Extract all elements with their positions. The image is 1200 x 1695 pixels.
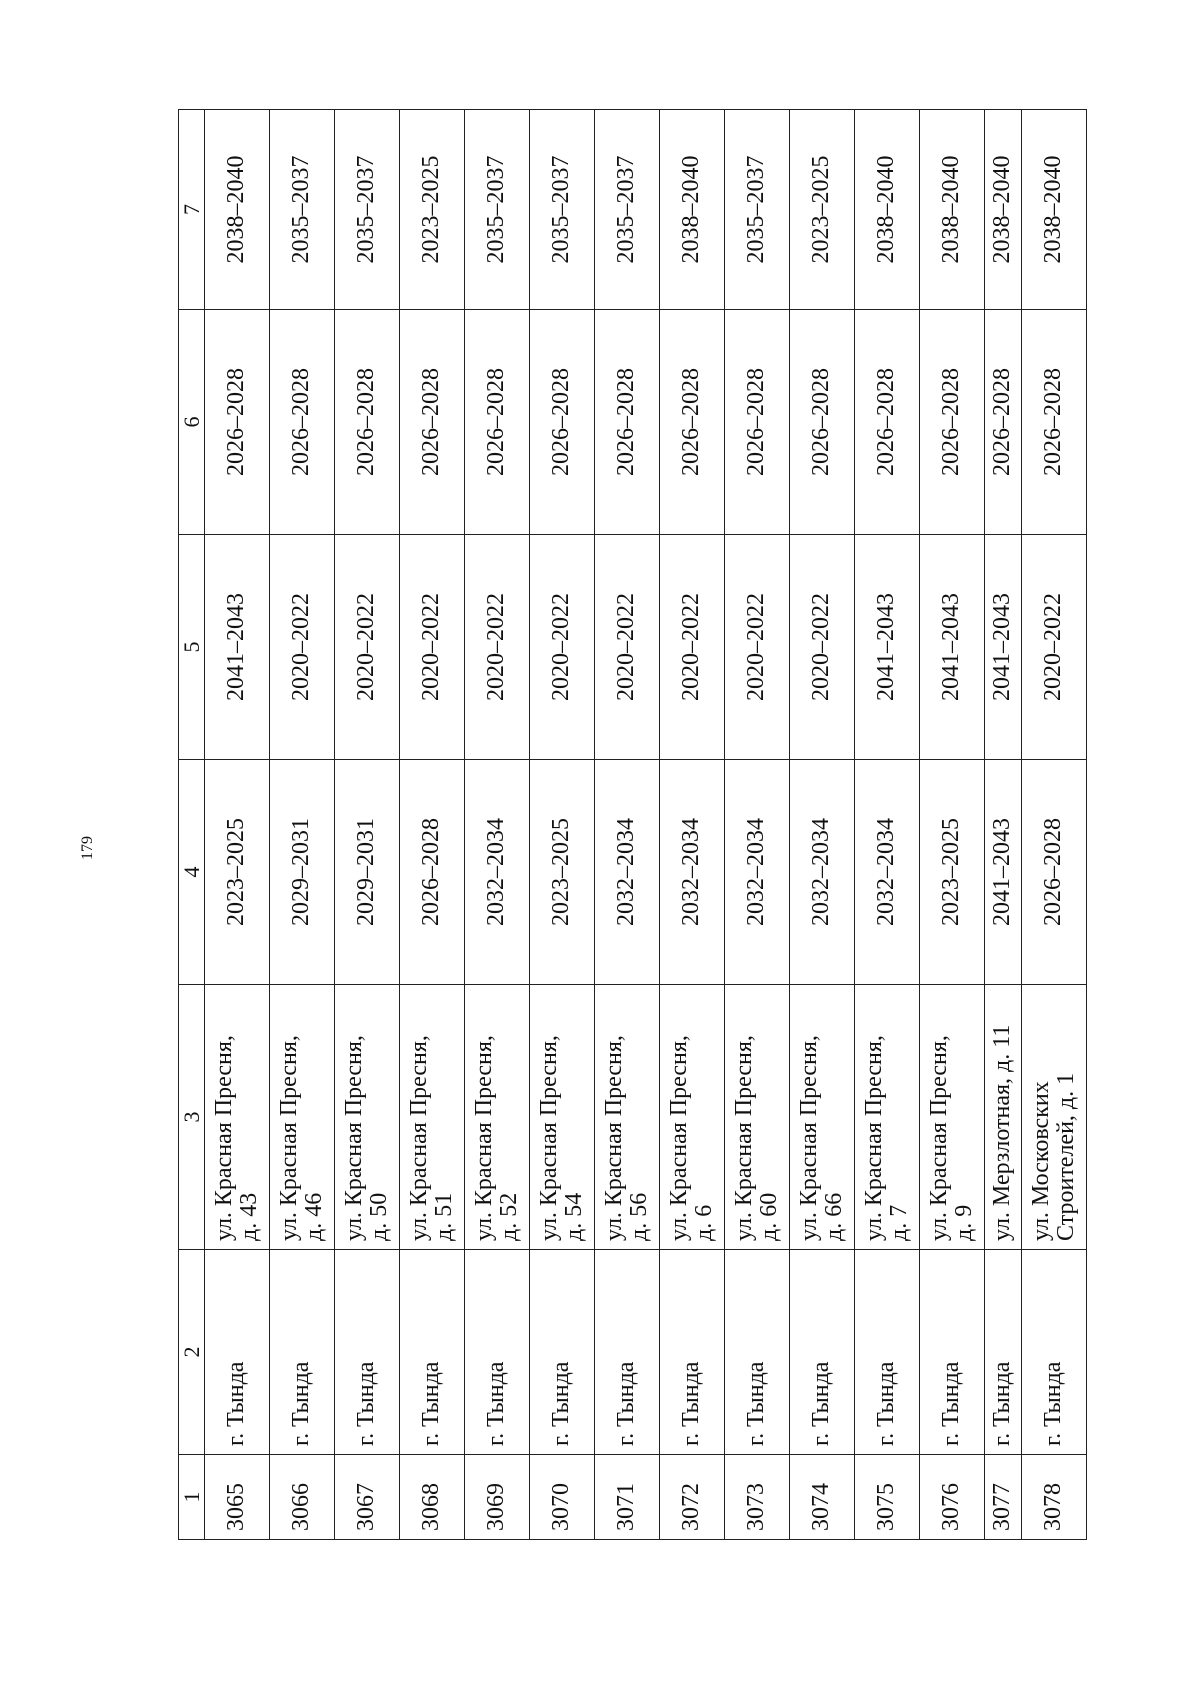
- column-number: 6: [179, 310, 205, 535]
- table-row: [465, 110, 530, 1540]
- table-row: [270, 110, 335, 1540]
- address-cell: [530, 985, 595, 1250]
- city-cell: г. Тында: [335, 1250, 400, 1455]
- row-number-cell: 3071: [595, 1455, 660, 1540]
- city-cell: г. Тында: [205, 1250, 270, 1455]
- period-column-7-cell: 2038–2040: [985, 110, 1022, 310]
- period-column-5-cell: 2020–2022: [660, 535, 725, 760]
- address-line: Строителей, д. 1: [1053, 1072, 1079, 1241]
- table-row: [660, 110, 725, 1540]
- period-column-5-cell: 2020–2022: [790, 535, 855, 760]
- address-cell: [465, 985, 530, 1250]
- period-column-7-cell: 2035–2037: [465, 110, 530, 310]
- row-number-cell: 3074: [790, 1455, 855, 1540]
- city-cell: г. Тында: [920, 1250, 985, 1455]
- address-line: д. 46: [301, 1192, 327, 1241]
- address-line: д. 60: [756, 1192, 782, 1241]
- schedule-table: [178, 109, 1087, 1540]
- period-column-4-cell: 2023–2025: [920, 760, 985, 985]
- period-column-7-cell: 2023–2025: [790, 110, 855, 310]
- table-row: [335, 110, 400, 1540]
- address-cell: [335, 985, 400, 1250]
- period-column-5-cell: 2020–2022: [335, 535, 400, 760]
- row-number-cell: 3069: [465, 1455, 530, 1540]
- table-row: [205, 110, 270, 1540]
- city-cell: г. Тында: [725, 1250, 790, 1455]
- period-column-6-cell: 2026–2028: [270, 310, 335, 535]
- period-column-5-cell: 2020–2022: [725, 535, 790, 760]
- address-line: ул. Красная Пресня,: [925, 1035, 952, 1241]
- period-column-6-cell: 2026–2028: [400, 310, 465, 535]
- period-column-7-cell: 2038–2040: [205, 110, 270, 310]
- city-cell: г. Тында: [985, 1250, 1022, 1455]
- row-number-cell: 3076: [920, 1455, 985, 1540]
- period-column-4-cell: 2032–2034: [465, 760, 530, 985]
- period-column-5-cell: 2020–2022: [270, 535, 335, 760]
- period-column-7-cell: 2038–2040: [920, 110, 985, 310]
- address-line: ул. Красная Пресня,: [730, 1035, 757, 1241]
- row-number-cell: 3068: [400, 1455, 465, 1540]
- document-table-frame: [178, 110, 1083, 1540]
- city-cell: г. Тында: [1022, 1250, 1087, 1455]
- row-number-cell: 3065: [205, 1455, 270, 1540]
- city-cell: г. Тында: [855, 1250, 920, 1455]
- period-column-6-cell: 2026–2028: [205, 310, 270, 535]
- period-column-4-cell: 2023–2025: [530, 760, 595, 985]
- address-line: ул. Московских: [1027, 1081, 1054, 1241]
- address-line: ул. Красная Пресня,: [210, 1035, 237, 1241]
- period-column-5-cell: 2041–2043: [855, 535, 920, 760]
- row-number-cell: 3078: [1022, 1455, 1087, 1540]
- period-column-4-cell: 2032–2034: [725, 760, 790, 985]
- row-number-cell: 3070: [530, 1455, 595, 1540]
- period-column-6-cell: 2026–2028: [725, 310, 790, 535]
- address-cell: [985, 985, 1022, 1250]
- period-column-7-cell: 2038–2040: [855, 110, 920, 310]
- period-column-5-cell: 2041–2043: [920, 535, 985, 760]
- address-line: ул. Красная Пресня,: [535, 1035, 562, 1241]
- city-cell: г. Тында: [530, 1250, 595, 1455]
- period-column-5-cell: 2020–2022: [465, 535, 530, 760]
- address-line: ул. Красная Пресня,: [275, 1035, 302, 1241]
- table-row: [985, 110, 1022, 1540]
- period-column-7-cell: 2038–2040: [1022, 110, 1087, 310]
- table-row: [400, 110, 465, 1540]
- address-line: ул. Красная Пресня,: [665, 1035, 692, 1241]
- address-line: д. 6: [691, 1204, 717, 1241]
- row-number-cell: 3077: [985, 1455, 1022, 1540]
- column-number: 3: [179, 985, 205, 1250]
- period-column-5-cell: 2020–2022: [595, 535, 660, 760]
- row-number-cell: 3072: [660, 1455, 725, 1540]
- period-column-4-cell: 2041–2043: [985, 760, 1022, 985]
- address-line: ул. Красная Пресня,: [470, 1035, 497, 1241]
- address-cell: [855, 985, 920, 1250]
- period-column-6-cell: 2026–2028: [660, 310, 725, 535]
- city-cell: г. Тында: [660, 1250, 725, 1455]
- column-number: 7: [179, 110, 205, 310]
- period-column-5-cell: 2041–2043: [985, 535, 1022, 760]
- table-body: [179, 110, 1087, 1540]
- city-cell: г. Тында: [790, 1250, 855, 1455]
- row-number-cell: 3067: [335, 1455, 400, 1540]
- address-cell: [595, 985, 660, 1250]
- period-column-6-cell: 2026–2028: [530, 310, 595, 535]
- period-column-4-cell: 2026–2028: [1022, 760, 1087, 985]
- period-column-6-cell: 2026–2028: [465, 310, 530, 535]
- table-row: [1022, 110, 1087, 1540]
- address-line: д. 43: [236, 1192, 262, 1241]
- row-number-cell: 3075: [855, 1455, 920, 1540]
- period-column-6-cell: 2026–2028: [985, 310, 1022, 535]
- period-column-6-cell: 2026–2028: [335, 310, 400, 535]
- address-cell: [270, 985, 335, 1250]
- address-line: ул. Красная Пресня,: [795, 1035, 822, 1241]
- address-cell: [725, 985, 790, 1250]
- address-line: д. 52: [496, 1192, 522, 1241]
- column-number: 2: [179, 1250, 205, 1455]
- period-column-7-cell: 2035–2037: [725, 110, 790, 310]
- city-cell: г. Тында: [465, 1250, 530, 1455]
- period-column-5-cell: 2041–2043: [205, 535, 270, 760]
- table-row: [725, 110, 790, 1540]
- address-line: ул. Красная Пресня,: [405, 1035, 432, 1241]
- address-line: д. 7: [886, 1204, 912, 1241]
- address-cell: [920, 985, 985, 1250]
- address-line: ул. Красная Пресня,: [340, 1035, 367, 1241]
- period-column-7-cell: 2035–2037: [595, 110, 660, 310]
- period-column-7-cell: 2035–2037: [270, 110, 335, 310]
- address-cell: [1022, 985, 1087, 1250]
- address-cell: [660, 985, 725, 1250]
- period-column-5-cell: 2020–2022: [530, 535, 595, 760]
- row-number-cell: 3066: [270, 1455, 335, 1540]
- period-column-7-cell: 2038–2040: [660, 110, 725, 310]
- address-line: д. 9: [951, 1204, 977, 1241]
- table-row: [855, 110, 920, 1540]
- address-line: ул. Мерзлотная, д. 11: [989, 1024, 1016, 1241]
- period-column-4-cell: 2032–2034: [660, 760, 725, 985]
- address-line: д. 66: [821, 1192, 847, 1241]
- page-number: 179: [79, 836, 96, 860]
- column-number: 1: [179, 1455, 205, 1540]
- table-row: [530, 110, 595, 1540]
- period-column-4-cell: 2032–2034: [855, 760, 920, 985]
- table-row: [595, 110, 660, 1540]
- table-row: [920, 110, 985, 1540]
- column-number-row: [179, 110, 205, 1540]
- period-column-7-cell: 2023–2025: [400, 110, 465, 310]
- period-column-5-cell: 2020–2022: [400, 535, 465, 760]
- period-column-4-cell: 2032–2034: [790, 760, 855, 985]
- period-column-4-cell: 2023–2025: [205, 760, 270, 985]
- address-cell: [400, 985, 465, 1250]
- table-row: [790, 110, 855, 1540]
- address-line: д. 50: [366, 1192, 392, 1241]
- address-line: ул. Красная Пресня,: [600, 1035, 627, 1241]
- city-cell: г. Тында: [270, 1250, 335, 1455]
- row-number-cell: 3073: [725, 1455, 790, 1540]
- period-column-6-cell: 2026–2028: [595, 310, 660, 535]
- address-line: д. 51: [431, 1192, 457, 1241]
- city-cell: г. Тында: [400, 1250, 465, 1455]
- period-column-4-cell: 2029–2031: [335, 760, 400, 985]
- period-column-5-cell: 2020–2022: [1022, 535, 1087, 760]
- address-cell: [205, 985, 270, 1250]
- period-column-6-cell: 2026–2028: [790, 310, 855, 535]
- city-cell: г. Тында: [595, 1250, 660, 1455]
- address-line: д. 54: [561, 1192, 587, 1241]
- period-column-7-cell: 2035–2037: [530, 110, 595, 310]
- column-number: 5: [179, 535, 205, 760]
- period-column-4-cell: 2032–2034: [595, 760, 660, 985]
- address-line: д. 56: [626, 1192, 652, 1241]
- column-number: 4: [179, 760, 205, 985]
- address-line: ул. Красная Пресня,: [860, 1035, 887, 1241]
- period-column-4-cell: 2029–2031: [270, 760, 335, 985]
- period-column-6-cell: 2026–2028: [920, 310, 985, 535]
- period-column-7-cell: 2035–2037: [335, 110, 400, 310]
- period-column-6-cell: 2026–2028: [1022, 310, 1087, 535]
- period-column-4-cell: 2026–2028: [400, 760, 465, 985]
- address-cell: [790, 985, 855, 1250]
- period-column-6-cell: 2026–2028: [855, 310, 920, 535]
